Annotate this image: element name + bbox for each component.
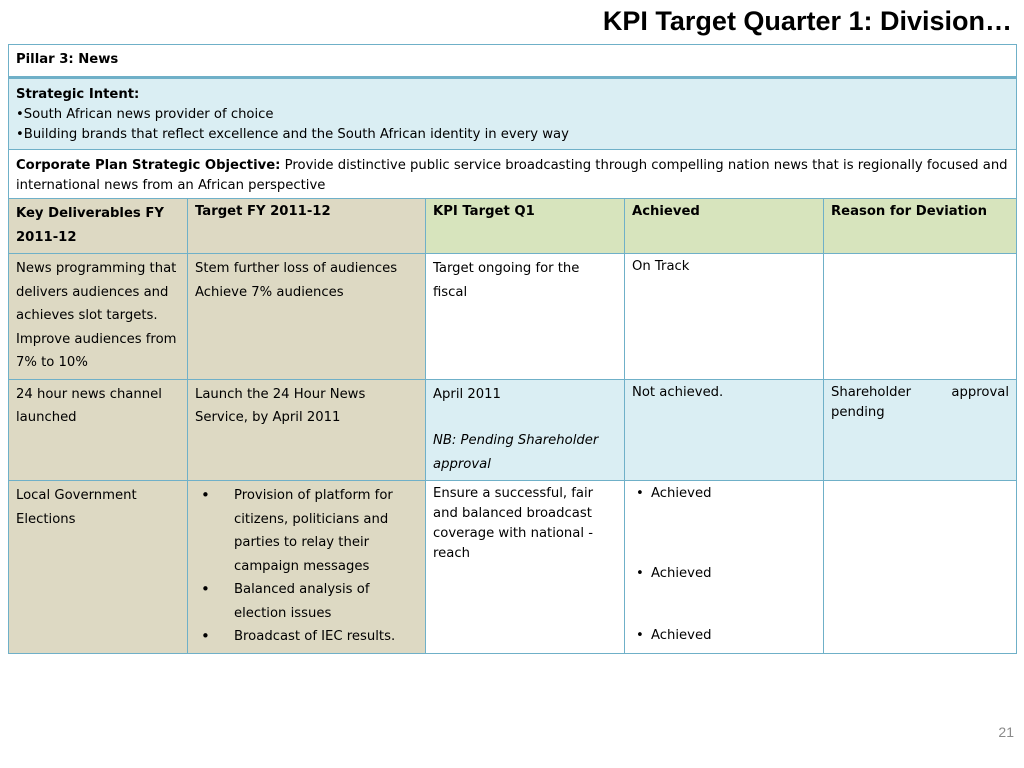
strategic-intent-label: Strategic Intent: — [16, 87, 140, 102]
header-cell: Key Deliverables FY 2011-12 — [9, 199, 188, 254]
list-item: • Balanced analysis of election issues — [195, 578, 418, 625]
target-line: Stem further loss of audiences — [195, 261, 398, 276]
list-item: • Achieved — [632, 626, 816, 646]
header-cell: Reason for Deviation — [824, 199, 1017, 254]
reason-cell — [824, 254, 1017, 380]
deliverable-cell: Local Government Elections — [9, 481, 188, 654]
list-item: • Achieved — [632, 484, 816, 504]
achieved-cell — [625, 481, 824, 654]
kpi-cell: Target ongoing for the fiscal — [426, 254, 625, 380]
target-cell: Launch the 24 Hour News Service, by April 2011 — [188, 379, 426, 481]
spacer — [632, 584, 816, 626]
spacer — [632, 504, 816, 564]
achieved-cell: On Track — [625, 254, 824, 380]
header-cell: Target FY 2011-12 — [188, 199, 426, 254]
target-line: Achieve 7% audiences — [195, 284, 344, 300]
kpi-cell: Ensure a successful, fair and balanced broadcast coverage with national -reach — [426, 481, 625, 654]
table-row — [9, 379, 1017, 481]
list-item: • Broadcast of IEC results. — [195, 625, 418, 649]
table-row — [9, 481, 1017, 654]
strategic-intent-cell — [9, 78, 1017, 150]
target-cell — [188, 254, 426, 380]
kpi-value: April 2011 — [433, 386, 501, 402]
objective-text: Provide distinctive public service broadcasting through compelling nation news that is regionally focused and international news from an African perspective — [16, 158, 1008, 193]
reason-cell: Shareholder approval pending — [824, 379, 1017, 481]
header-row — [9, 199, 1017, 254]
pillar-label: Pillar 3: News — [9, 45, 1017, 78]
objective-cell — [9, 150, 1017, 199]
strategic-intent-bullet: •South African news provider of choice — [16, 107, 274, 122]
achieved-bullet-list — [632, 484, 816, 646]
header-cell: KPI Target Q1 — [426, 199, 625, 254]
page-number: 21 — [998, 724, 1014, 740]
pillar-row — [9, 45, 1017, 78]
header-cell: Achieved — [625, 199, 824, 254]
kpi-note: NB: Pending Shareholder approval — [433, 433, 599, 472]
deliverable-cell: 24 hour news channel launched — [9, 379, 188, 481]
deliverable-cell: News programming that delivers audiences and achieves slot targets. Improve audiences from 7% to 10% — [9, 254, 188, 380]
kpi-table — [8, 44, 1017, 654]
strategic-intent-row — [9, 78, 1017, 150]
objective-row — [9, 150, 1017, 199]
target-bullet-list — [195, 484, 418, 649]
table-row — [9, 254, 1017, 380]
achieved-cell: Not achieved. — [625, 379, 824, 481]
list-item: • Provision of platform for citizens, politicians and parties to relay their campaign messages — [195, 484, 418, 578]
target-cell — [188, 481, 426, 654]
slide-title: KPI Target Quarter 1: Division… — [602, 6, 1012, 36]
objective-label: Corporate Plan Strategic Objective: — [16, 158, 281, 173]
list-item: • Achieved — [632, 564, 816, 584]
strategic-intent-bullet: •Building brands that reflect excellence and the South African identity in every way — [16, 127, 569, 142]
reason-cell — [824, 481, 1017, 654]
kpi-cell — [426, 379, 625, 481]
